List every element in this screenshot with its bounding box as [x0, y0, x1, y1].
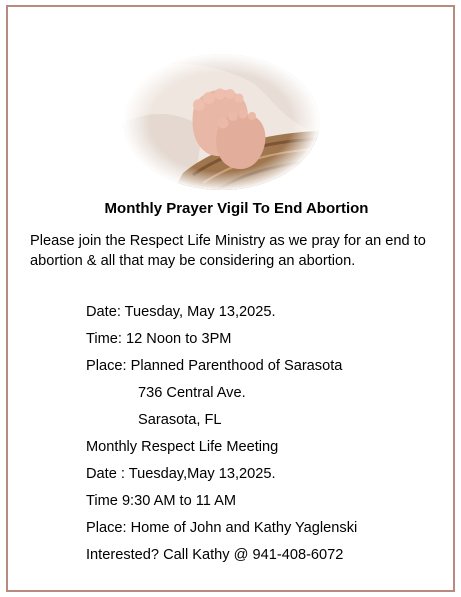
meeting-time: Time 9:30 AM to 11 AM [86, 493, 237, 509]
meeting-title: Monthly Respect Life Meeting [86, 439, 279, 455]
intro-text: Please join the Respect Life Ministry as we pray for an end to abortion & all that may be considering an abortion. [30, 233, 426, 269]
baby-feet-photo [123, 53, 320, 191]
vigil-date: Date: Tuesday, May 13,2025. [86, 304, 276, 320]
vigil-address-city: Sarasota, FL [138, 412, 222, 428]
contact-line: Interested? Call Kathy @ 941-408-6072 [86, 547, 344, 563]
flyer-title: Monthly Prayer Vigil To End Abortion [104, 200, 369, 217]
meeting-date: Date : Tuesday,May 13,2025. [86, 466, 276, 482]
event-details [86, 302, 446, 572]
vigil-place: Place: Planned Parenthood of Sarasota [86, 358, 343, 374]
flyer-frame [6, 5, 455, 592]
vigil-address-street: 736 Central Ave. [138, 385, 246, 401]
vigil-time: Time: 12 Noon to 3PM [86, 331, 232, 347]
meeting-place: Place: Home of John and Kathy Yaglenski [86, 520, 358, 536]
